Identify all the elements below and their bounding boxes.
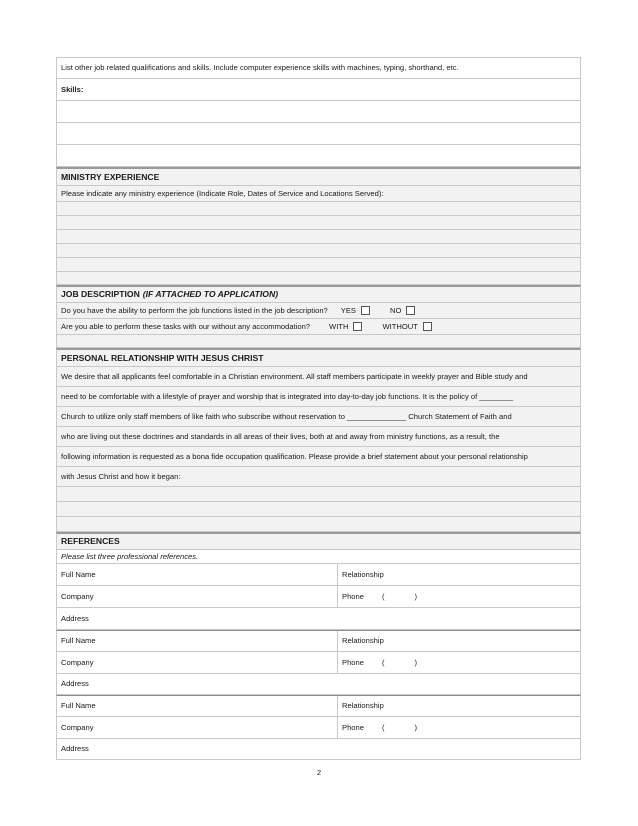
skills-label: Skills: bbox=[56, 79, 581, 101]
ministry-line[interactable] bbox=[56, 230, 581, 244]
relationship-paragraph-line: who are living out these doctrines and standards in all areas of their lives, both at and away from ministry functions, as a result, the bbox=[56, 427, 581, 447]
company-field[interactable]: Company bbox=[57, 586, 338, 607]
ministry-line[interactable] bbox=[56, 244, 581, 258]
job-question-accommodation bbox=[56, 319, 581, 335]
relationship-paragraph-line: Church to utilize only staff members of like faith who subscribe without reservation to ______________ Church Statement of Faith and bbox=[56, 407, 581, 427]
reference-1-company-row bbox=[56, 586, 581, 608]
with-option[interactable] bbox=[329, 322, 362, 331]
relationship-field[interactable]: Relationship bbox=[342, 636, 384, 646]
relationship-paragraph-line: following information is requested as a bona fide occupation qualification. Please provide a brief statement about your personal relationship bbox=[56, 447, 581, 467]
area-code-close: ) bbox=[414, 722, 418, 732]
area-code-open: ( bbox=[381, 657, 385, 667]
job-question-abilities-text: Do you have the ability to perform the job functions listed in the job description? bbox=[61, 305, 328, 315]
without-checkbox[interactable] bbox=[423, 322, 432, 331]
phone-label: Phone bbox=[342, 722, 364, 732]
ministry-line[interactable] bbox=[56, 258, 581, 272]
reference-1-name-row bbox=[56, 564, 581, 586]
skills-line[interactable] bbox=[56, 101, 581, 123]
job-spacer bbox=[56, 335, 581, 348]
company-field[interactable]: Company bbox=[57, 652, 338, 673]
phone-field[interactable] bbox=[338, 723, 417, 732]
without-option[interactable] bbox=[382, 322, 431, 331]
reference-3-company-row bbox=[56, 717, 581, 739]
area-code-close: ) bbox=[414, 591, 418, 601]
address-field[interactable]: Address bbox=[56, 608, 581, 630]
company-field[interactable]: Company bbox=[57, 717, 338, 738]
skills-line[interactable] bbox=[56, 123, 581, 145]
job-heading bbox=[56, 285, 581, 303]
yes-label: YES bbox=[340, 305, 356, 315]
no-checkbox[interactable] bbox=[406, 306, 415, 315]
application-form-page bbox=[56, 57, 581, 760]
references-heading: REFERENCES bbox=[56, 532, 581, 550]
yes-option[interactable] bbox=[341, 306, 370, 315]
relationship-line[interactable] bbox=[56, 517, 581, 532]
full-name-field[interactable]: Full Name bbox=[57, 631, 338, 651]
area-code-open: ( bbox=[381, 591, 385, 601]
with-checkbox[interactable] bbox=[353, 322, 362, 331]
area-code-close: ) bbox=[414, 657, 418, 667]
ministry-line[interactable] bbox=[56, 202, 581, 216]
references-instruction: Please list three professional references. bbox=[56, 550, 581, 564]
skills-line[interactable] bbox=[56, 145, 581, 167]
skills-instruction: List other job related qualifications and skills. Include computer experience skills with machines, typing, shorthand, etc. bbox=[56, 57, 581, 79]
ministry-heading: MINISTRY EXPERIENCE bbox=[56, 167, 581, 186]
relationship-field[interactable]: Relationship bbox=[342, 701, 384, 711]
relationship-field[interactable]: Relationship bbox=[342, 569, 384, 579]
relationship-paragraph-line: with Jesus Christ and how it began: bbox=[56, 467, 581, 487]
reference-2-company-row bbox=[56, 652, 581, 674]
relationship-line[interactable] bbox=[56, 487, 581, 502]
no-option[interactable] bbox=[390, 306, 415, 315]
ministry-line[interactable] bbox=[56, 216, 581, 230]
phone-field[interactable] bbox=[338, 592, 417, 601]
without-label: WITHOUT bbox=[382, 321, 418, 331]
ministry-instruction: Please indicate any ministry experience (Indicate Role, Dates of Service and Locations Served): bbox=[56, 186, 581, 202]
with-label: WITH bbox=[329, 321, 349, 331]
area-code-open: ( bbox=[381, 722, 385, 732]
job-heading-title: JOB DESCRIPTION bbox=[61, 289, 140, 300]
relationship-paragraph-line: need to be comfortable with a lifestyle of prayer and worship that is integrated into day-to-day job functions. It is the policy of ________ bbox=[56, 387, 581, 407]
job-question-abilities bbox=[56, 303, 581, 319]
reference-2-name-row bbox=[56, 630, 581, 652]
page-number: 2 bbox=[316, 768, 322, 777]
job-heading-note: (IF ATTACHED TO APPLICATION) bbox=[142, 289, 279, 300]
yes-checkbox[interactable] bbox=[361, 306, 370, 315]
phone-label: Phone bbox=[342, 657, 364, 667]
full-name-field[interactable]: Full Name bbox=[57, 564, 338, 585]
relationship-line[interactable] bbox=[56, 502, 581, 517]
address-field[interactable]: Address bbox=[56, 739, 581, 760]
relationship-paragraph-line: We desire that all applicants feel comfortable in a Christian environment. All staff members participate in weekly prayer and Bible study and bbox=[56, 367, 581, 387]
address-field[interactable]: Address bbox=[56, 674, 581, 695]
full-name-field[interactable]: Full Name bbox=[57, 696, 338, 716]
reference-3-name-row bbox=[56, 695, 581, 717]
phone-field[interactable] bbox=[338, 658, 417, 667]
ministry-line[interactable] bbox=[56, 272, 581, 285]
no-label: NO bbox=[389, 305, 402, 315]
relationship-heading: PERSONAL RELATIONSHIP WITH JESUS CHRIST bbox=[56, 348, 581, 367]
job-question-accommodation-text: Are you able to perform these tasks with our without any accommodation? bbox=[61, 321, 311, 331]
phone-label: Phone bbox=[342, 591, 364, 601]
